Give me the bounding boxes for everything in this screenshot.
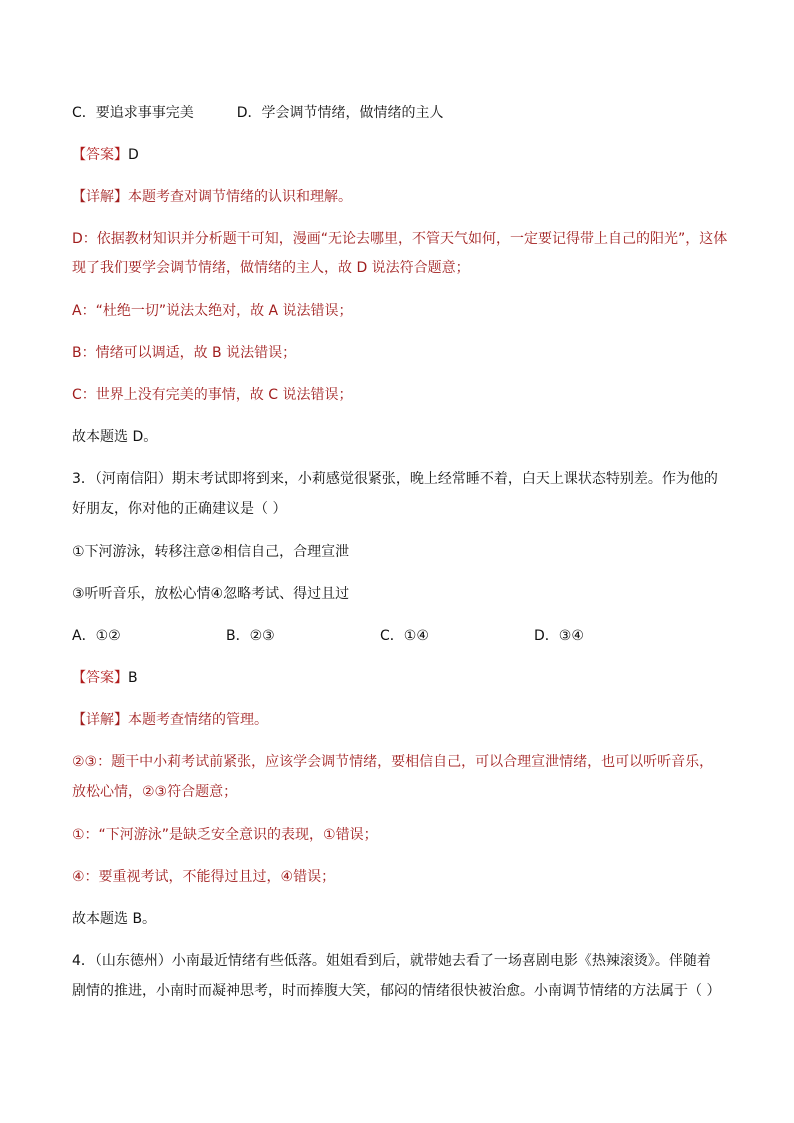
q2-option-c: C．要追求事事完美 <box>72 105 194 121</box>
q3-stem-line1: 3．（河南信阳）期末考试即将到来，小莉感觉很紧张，晚上经常睡不着，白天上课状态特别差。作为他的 <box>72 471 718 487</box>
q3-explain-1: ①：“下河游泳”是缺乏安全意识的表现，①错误； <box>72 827 378 843</box>
q2-detail <box>72 187 352 207</box>
q2-explain-d-line2: 现了我们要学会调节情绪，做情绪的主人，故 D 说法符合题意； <box>72 260 470 276</box>
answer-tag: 【答案】 <box>72 147 128 163</box>
q3-explain-23-line2: 放松心情，②③符合题意； <box>72 784 238 800</box>
q3-conclusion: 故本题选 B。 <box>72 911 157 927</box>
q4-stem-line1: 4．（山东德州）小南最近情绪有些低落。姐姐看到后，就带她去看了一场喜剧电影《热辣滚烫》。伴随着 <box>72 953 711 969</box>
q2-options-cd <box>72 103 443 123</box>
q2-option-d: D．学会调节情绪，做情绪的主人 <box>236 105 444 121</box>
q3-option-a: A．①② <box>72 628 121 644</box>
q3-option-c: C．①④ <box>380 628 429 644</box>
q2-conclusion: 故本题选 D。 <box>72 429 158 445</box>
q4-stem-line2: 剧情的推进，小南时而凝神思考，时而捧腹大笑，郁闷的情绪很快被治愈。小南调节情绪的方法属于（ ） <box>72 983 721 999</box>
q3-items-line1: ①下河游泳，转移注意②相信自己，合理宣泄 <box>72 544 350 560</box>
q2-answer <box>72 145 139 165</box>
answer-value: B <box>128 670 138 686</box>
detail-text: 本题考查对调节情绪的认识和理解。 <box>128 189 352 205</box>
detail-tag: 【详解】 <box>72 189 128 205</box>
q3-answer <box>72 668 138 688</box>
q2-explain-b: B：情绪可以调适，故 B 说法错误； <box>72 345 297 361</box>
detail-tag: 【详解】 <box>72 712 128 728</box>
q3-items-line2: ③听听音乐，放松心情④忽略考试、得过且过 <box>72 586 350 602</box>
q2-explain-a: A：“杜绝一切”说法太绝对，故 A 说法错误； <box>72 303 353 319</box>
answer-value: D <box>128 147 139 163</box>
answer-tag: 【答案】 <box>72 670 128 686</box>
document-page <box>72 0 732 1123</box>
q3-detail <box>72 710 268 730</box>
q3-option-d: D．③④ <box>534 628 584 644</box>
q3-explain-4: ④：要重视考试，不能得过且过，④错误； <box>72 869 336 885</box>
q3-stem-line2: 好朋友，你对他的正确建议是（ ） <box>72 501 287 517</box>
detail-text: 本题考查情绪的管理。 <box>128 712 268 728</box>
q3-option-b: B．②③ <box>226 628 275 644</box>
q2-explain-d-line1: D：依据教材知识并分析题干可知，漫画“无论去哪里，不管天气如何，一定要记得带上自己的阳光”，这体 <box>72 231 728 247</box>
q3-explain-23-line1: ②③：题干中小莉考试前紧张，应该学会调节情绪，要相信自己，可以合理宣泄情绪，也可以听听音乐， <box>72 754 714 770</box>
q2-explain-c: C：世界上没有完美的事情，故 C 说法错误； <box>72 387 353 403</box>
